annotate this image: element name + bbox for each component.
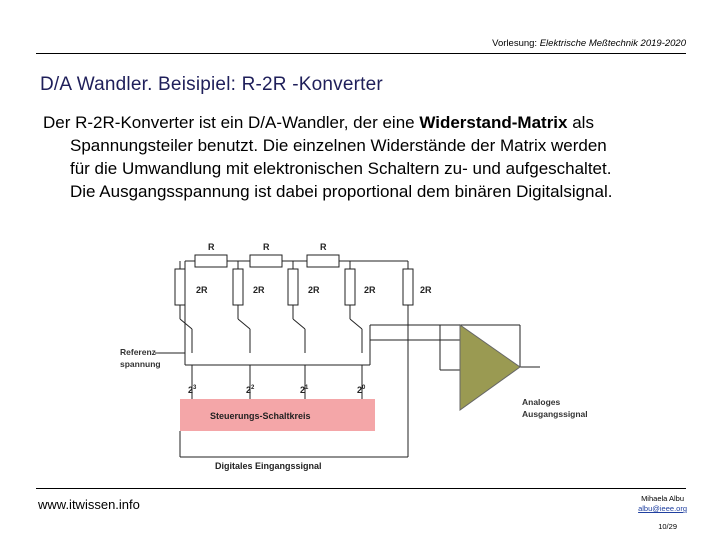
bit-weight-labels: [188, 385, 366, 395]
r2r-circuit-diagram: [100, 225, 588, 477]
resistor-r-1: [195, 255, 227, 267]
reference-label-1: Referenz-: [120, 347, 159, 357]
amplifier-icon: [460, 325, 520, 410]
footer-author-block: [638, 494, 687, 514]
r-label-3: R: [320, 242, 327, 252]
2r-label-1: 2R: [196, 285, 208, 295]
control-circuit-label: Steuerungs-Schaltkreis: [210, 411, 311, 421]
body-line-2: Spannungsteiler benutzt. Die einzelnen Widerstände der Matrix werden: [70, 136, 607, 155]
output-label-2: Ausgangssignal: [522, 409, 588, 419]
author-email[interactable]: albu@ieee.org: [638, 504, 687, 513]
footer-url: www.itwissen.info: [38, 497, 140, 512]
2r-label-2: 2R: [253, 285, 265, 295]
shunt-resistors: [175, 269, 413, 305]
header-divider: [36, 53, 686, 54]
slide-title: D/A Wandler. Beisipiel: R-2R -Konverter: [40, 74, 383, 95]
2r-label-5: 2R: [420, 285, 432, 295]
resistor-2r-2: [233, 269, 243, 305]
2r-label-3: 2R: [308, 285, 320, 295]
lecture-prefix: Vorlesung:: [492, 38, 538, 49]
2r-label-4: 2R: [364, 285, 376, 295]
resistor-r-3: [307, 255, 339, 267]
resistor-r-2: [250, 255, 282, 267]
bit-weight-0: $2^0$: [357, 385, 366, 395]
page-number: 10/29: [658, 522, 677, 531]
author-name: Mihaela Albu: [641, 494, 685, 503]
body-line-3: für die Umwandlung mit elektronischen Schaltern zu- und aufgeschaltet.: [70, 159, 612, 178]
lecture-course: Elektrische Meßtechnik 2019-2020: [539, 38, 686, 49]
r-label-1: R: [208, 242, 215, 252]
resistor-2r-1: [175, 269, 185, 305]
lecture-header: [492, 38, 686, 49]
r-label-2: R: [263, 242, 270, 252]
resistor-2r-3: [288, 269, 298, 305]
footer-divider: [36, 488, 686, 489]
shunt-resistor-labels: [196, 285, 432, 295]
output-label-1: Analoges: [522, 397, 561, 407]
reference-label-2: spannung: [120, 359, 161, 369]
series-resistors: [195, 255, 339, 267]
slide-body: [43, 111, 711, 203]
bit-weight-1: $2^1$: [300, 385, 309, 395]
bit-weight-2: $2^2$: [246, 385, 255, 395]
series-resistor-labels: [208, 242, 327, 252]
resistor-2r-4: [345, 269, 355, 305]
body-emphasis: Widerstand-Matrix: [419, 113, 568, 132]
resistor-2r-5: [403, 269, 413, 305]
bit-weight-3: $2^3$: [188, 385, 197, 395]
digital-input-label: Digitales Eingangssignal: [215, 461, 322, 471]
body-line-1: Der R-2R-Konverter ist ein D/A-Wandler, der eine Widerstand-Matrix als: [43, 113, 594, 132]
body-line-4: Die Ausgangsspannung ist dabei proportional dem binären Digitalsignal.: [70, 182, 613, 201]
